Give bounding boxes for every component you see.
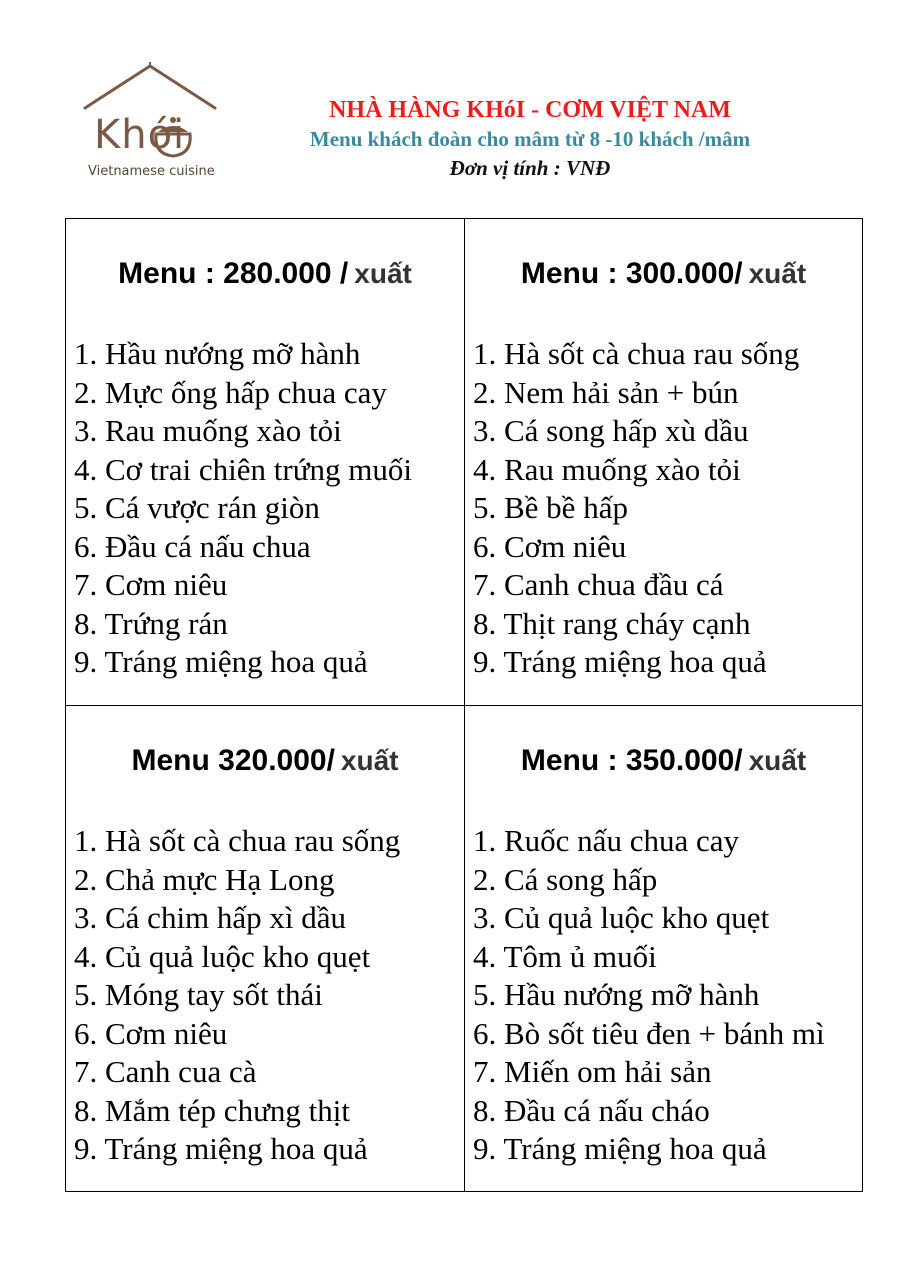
page-header	[250, 95, 810, 183]
dish-item: 9. Tráng miệng hoa quả	[74, 1131, 368, 1166]
menu-grid	[65, 218, 863, 1192]
dish-item: 2. Cá song hấp	[473, 861, 658, 897]
restaurant-title: NHÀ HÀNG KHóI - CƠM VIỆT NAM	[329, 97, 731, 123]
menu-heading	[66, 257, 464, 297]
dish-item: 7. Canh cua cà	[74, 1054, 257, 1089]
dish-list	[66, 335, 464, 682]
dish-list	[465, 335, 862, 682]
dish-item: 4. Rau muống xào tỏi	[473, 451, 741, 487]
restaurant-logo	[80, 60, 230, 190]
menu-subtitle: Menu khách đoàn cho mâm từ 8 -10 khách /mâm	[309, 127, 751, 151]
dish-item: 9. Tráng miệng hoa quả	[74, 644, 368, 679]
dish-item: 3. Củ quả luộc kho quẹt	[473, 900, 770, 935]
dish-item: 1. Hầu nướng mỡ hành	[74, 336, 361, 371]
menu-unit: xuất	[354, 258, 412, 289]
dish-item: 6. Bò sốt tiêu đen + bánh mì	[473, 1015, 825, 1051]
dish-item: 5. Bề bề hấp	[473, 490, 628, 525]
menu-unit: xuất	[748, 258, 807, 289]
dish-item: 4. Tôm ủ muối	[473, 938, 657, 974]
dish-item: 2. Mực ống hấp chua cay	[74, 374, 387, 410]
menu-card-350000	[465, 706, 862, 1191]
dish-item: 5. Móng tay sốt thái	[74, 977, 323, 1012]
dish-item: 7. Canh chua đầu cá	[473, 567, 724, 602]
dish-item: 7. Miến om hải sản	[473, 1054, 712, 1089]
dish-item: 4. Cơ trai chiên trứng muối	[74, 451, 412, 487]
dish-item: 8. Mắm tép chưng thịt	[74, 1092, 350, 1128]
dish-item: 4. Củ quả luộc kho quẹt	[74, 938, 371, 974]
dish-item: 8. Đầu cá nấu cháo	[473, 1092, 710, 1128]
dish-item: 9. Tráng miệng hoa quả	[473, 644, 767, 679]
dish-item: 2. Nem hải sản + bún	[473, 374, 739, 410]
dish-item: 6. Cơm niêu	[74, 1015, 228, 1051]
menu-card-320000	[66, 706, 465, 1191]
dish-item: 1. Hà sốt cà chua rau sống	[74, 823, 401, 858]
dish-item: 1. Ruốc nấu chua cay	[473, 823, 739, 858]
menu-card-280000	[66, 219, 465, 706]
dish-item: 5. Cá vược rán giòn	[74, 490, 320, 525]
dish-item: 3. Rau muống xào tỏi	[74, 413, 342, 448]
dish-item: 7. Cơm niêu	[74, 567, 228, 602]
dish-item: 6. Đầu cá nấu chua	[74, 528, 311, 564]
dish-item: 3. Cá song hấp xù dầu	[473, 413, 749, 448]
dish-item: 2. Chả mực Hạ Long	[74, 861, 335, 897]
menu-price: Menu : 350.000/	[520, 744, 743, 777]
menu-unit: xuất	[748, 745, 807, 776]
menu-price: Menu : 280.000 /	[118, 257, 349, 290]
dish-list	[465, 822, 862, 1169]
logo-wordmark: Khói	[94, 112, 186, 158]
menu-unit: xuất	[340, 745, 399, 776]
menu-price: Menu : 300.000/	[520, 257, 743, 290]
dish-list	[66, 822, 464, 1169]
dish-item: 3. Cá chim hấp xì dầu	[74, 900, 347, 935]
menu-heading	[465, 257, 862, 297]
menu-card-300000	[465, 219, 862, 706]
dish-item: 6. Cơm niêu	[473, 528, 627, 564]
currency-unit: Đơn vị tính : VNĐ	[449, 156, 611, 180]
logo-subtitle: Vietnamese cuisine	[88, 164, 215, 179]
dish-item: 9. Tráng miệng hoa quả	[473, 1131, 767, 1166]
dish-item: 8. Thịt rang cháy cạnh	[473, 605, 751, 641]
menu-price: Menu 320.000/	[131, 744, 335, 777]
menu-heading	[66, 744, 464, 784]
dish-item: 5. Hầu nướng mỡ hành	[473, 977, 760, 1012]
dish-item: 8. Trứng rán	[74, 605, 228, 641]
menu-heading	[465, 744, 862, 784]
dish-item: 1. Hà sốt cà chua rau sống	[473, 336, 800, 371]
